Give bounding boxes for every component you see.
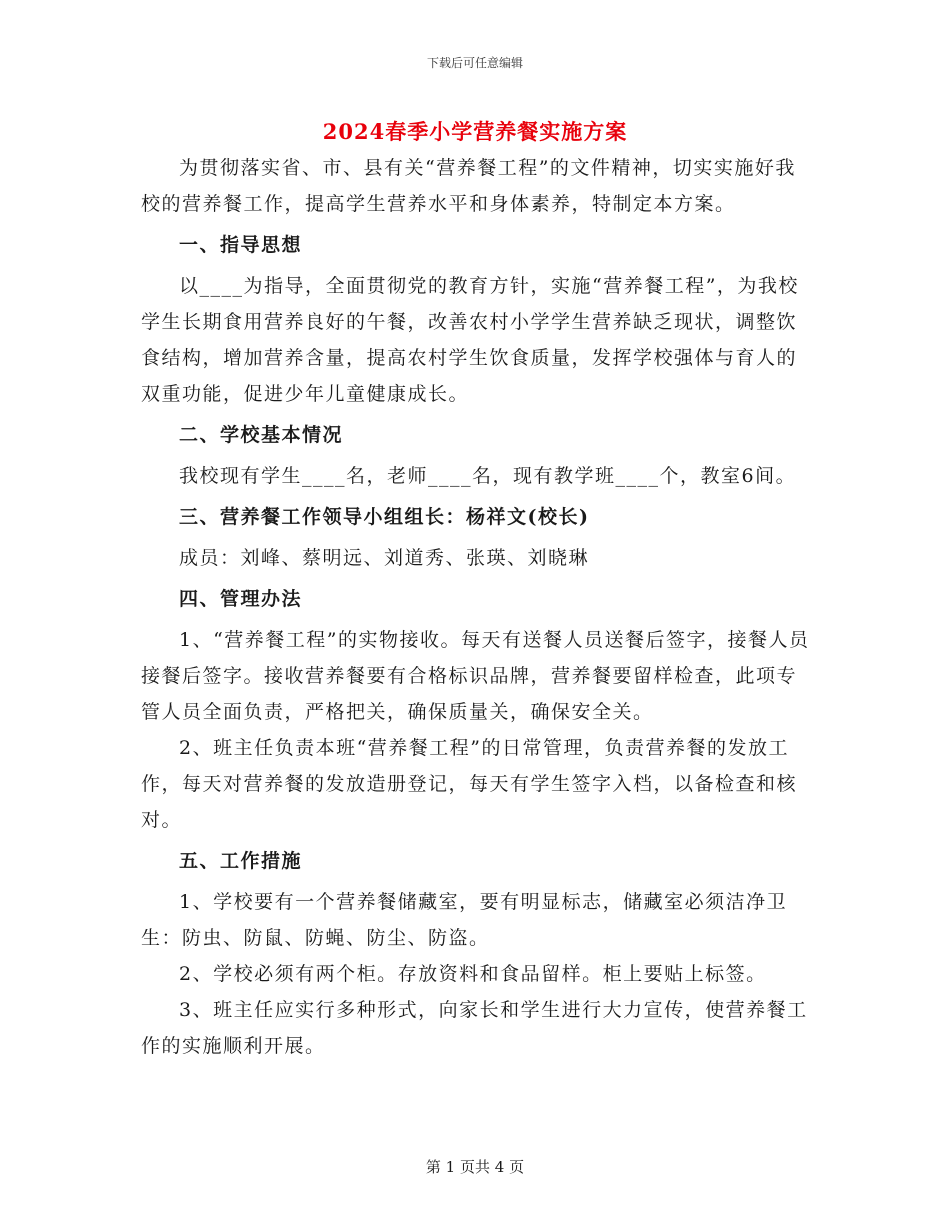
intro-paragraph: 为贯彻落实省、市、县有关“营养餐工程”的文件精神，切实实施好我校的营养餐工作，提高学生营养水平和身体素养，特制定本方案。 [141,157,796,215]
section-text-school-info: 我校现有学生____名，老师____名，现有教学班____个，教室6间。 [179,465,797,487]
measures-item-2: 2、学校必须有两个柜。存放资料和食品留样。柜上要贴上标签。 [179,963,767,985]
section-text-leadership-members: 成员：刘峰、蔡明远、刘道秀、张瑛、刘晓琳 [179,547,590,569]
section-heading-guiding-ideology: 一、指导思想 [179,234,303,256]
measures-item-3: 3、班主任应实行多种形式，向家长和学生进行大力宣传，使营养餐工作的实施顺利开展。 [141,999,808,1057]
section-text-guiding-ideology: 以____为指导，全面贯彻党的教育方针，实施“营养餐工程”，为我校学生长期食用营养良好的午餐，改善农村小学学生营养缺乏现状，调整饮食结构，增加营养含量，提高农村学生饮食质量，发挥学校强体与育人的双重功能，促进少年儿童健康成长。 [141,275,799,405]
section-heading-school-info: 二、学校基本情况 [179,424,344,446]
page-header: 下载后可任意编辑 [426,56,523,70]
page-footer: 第 1 页共 4 页 [425,1158,525,1176]
document-body [141,150,811,1064]
document-title: 2024春季小学营养餐实施方案 [322,119,628,144]
section-heading-leadership-group: 三、营养餐工作领导小组组长：杨祥文(校长) [179,506,590,528]
section-heading-measures: 五、工作措施 [179,850,303,872]
measures-item-1: 1、学校要有一个营养餐储藏室，要有明显标志，储藏室必须洁净卫生：防虫、防鼠、防蝇、防尘、防盗。 [141,891,788,949]
management-item-1: 1、“营养餐工程”的实物接收。每天有送餐人员送餐后签字，接餐人员接餐后签字。接收营养餐要有合格标识品牌，营养餐要留样检查，此项专管人员全面负责，严格把关，确保质量关，确保安全关。 [141,629,810,723]
section-heading-management: 四、管理办法 [179,588,303,610]
management-item-2: 2、班主任负责本班“营养餐工程”的日常管理，负责营养餐的发放工作，每天对营养餐的发放造册登记，每天有学生签字入档，以备检查和核对。 [141,737,798,831]
